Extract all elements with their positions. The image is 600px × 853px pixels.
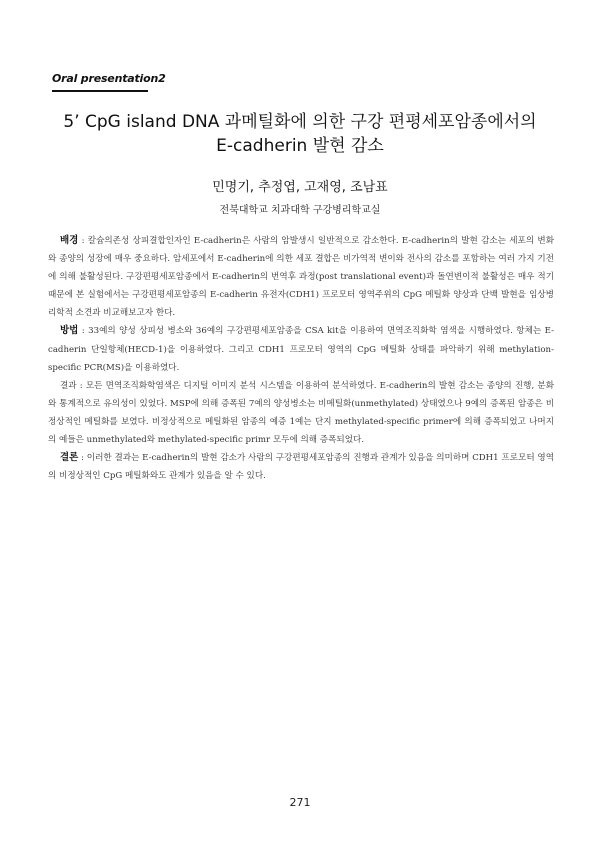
paper-title-line-1: 5’ CpG island DNA 과메틸화에 의한 구강 편평세포암종에서의	[63, 112, 537, 132]
methods-text: : 33예의 양성 상피성 병소와 36예의 구강편평세포암종을 CSA kit을 이용하여 면역조직화학 염색을 시행하였다. 항체는 E-cadherin 단일항체(HECD-1)을 이용하였다. 그리고 CDH1 프로모터 영역의 CpG 메틸화 상태를 파악하기 위해 methylation-specific PCR(MS)을 이용하였다.	[48, 326, 554, 373]
conclusion-paragraph	[48, 449, 554, 485]
abstract-body	[48, 232, 554, 485]
author-list: 민명기, 추정엽, 고재영, 조남표	[212, 180, 388, 195]
conclusion-text: : 이러한 결과는 E-cadherin의 발현 감소가 사람의 구강편평세포암종의 진행과 관계가 있음을 의미하며 CDH1 프로모터 영역의 비정상적인 CpG 메틸화와도 관계가 있음을 알 수 있다.	[48, 453, 554, 482]
results-paragraph	[48, 377, 554, 449]
affiliation: 전북대학교 치과대학 구강병리학교실	[219, 205, 381, 216]
section-underline	[52, 90, 148, 92]
conclusion-heading: 결론	[60, 452, 79, 464]
section-label: Oral presentation2	[52, 72, 166, 85]
page-number: 271	[289, 796, 311, 809]
background-text: : 칼슘의존성 상피결합인자인 E-cadherin은 사람의 암발생시 일반적으로 감소한다. E-cadherin의 발현 감소는 세포의 변화와 종양의 성장에 매우 중요하다. 암세포에서 E-cadherin에 의한 세포 결합은 비가역적 변이와 전사의 감소를 포함하는 여러 가지 기전에 의해 불활성된다. 구강편평세포암종에서 E-cadherin의 번역후 과정(post translational event)과 돌연변이적 불활성은 매우 적기 때문에 본 실험에서는 구강편평세포암종의 E-cadherin 유전자(CDH1) 프로모터 영역주위의 CpG 메틸화 양상과 단백 발현을 임상병리학적 소견과 비교해보고자 한다.	[48, 236, 554, 319]
paper-title-line-2: E-cadherin 발현 감소	[216, 136, 384, 156]
background-heading: 배경	[60, 235, 79, 246]
results-text: 결과 : 모든 면역조직화학염색은 디지털 이미지 분석 시스템을 이용하여 분석하였다. E-cadherin의 발현 감소는 종양의 진행, 분화와 통계적으로 유의성이 있었다. MSP에 의해 증폭된 7예의 양성병소는 비메틸화(unmethylated) 상태였으나 9예의 증폭된 암종은 비정상적인 메틸화를 보였다. 비정상적으로 메틸화된 암종의 예증 1예는 단지 methylated-specific primer에 의해 증폭되었고 나머지의 예들은 unmethylated와 methylated-specific primr 모두에 의해 증폭되었다.	[48, 380, 554, 446]
methods-heading: 방법	[60, 325, 79, 337]
methods-paragraph	[48, 322, 554, 376]
background-paragraph	[48, 232, 554, 322]
